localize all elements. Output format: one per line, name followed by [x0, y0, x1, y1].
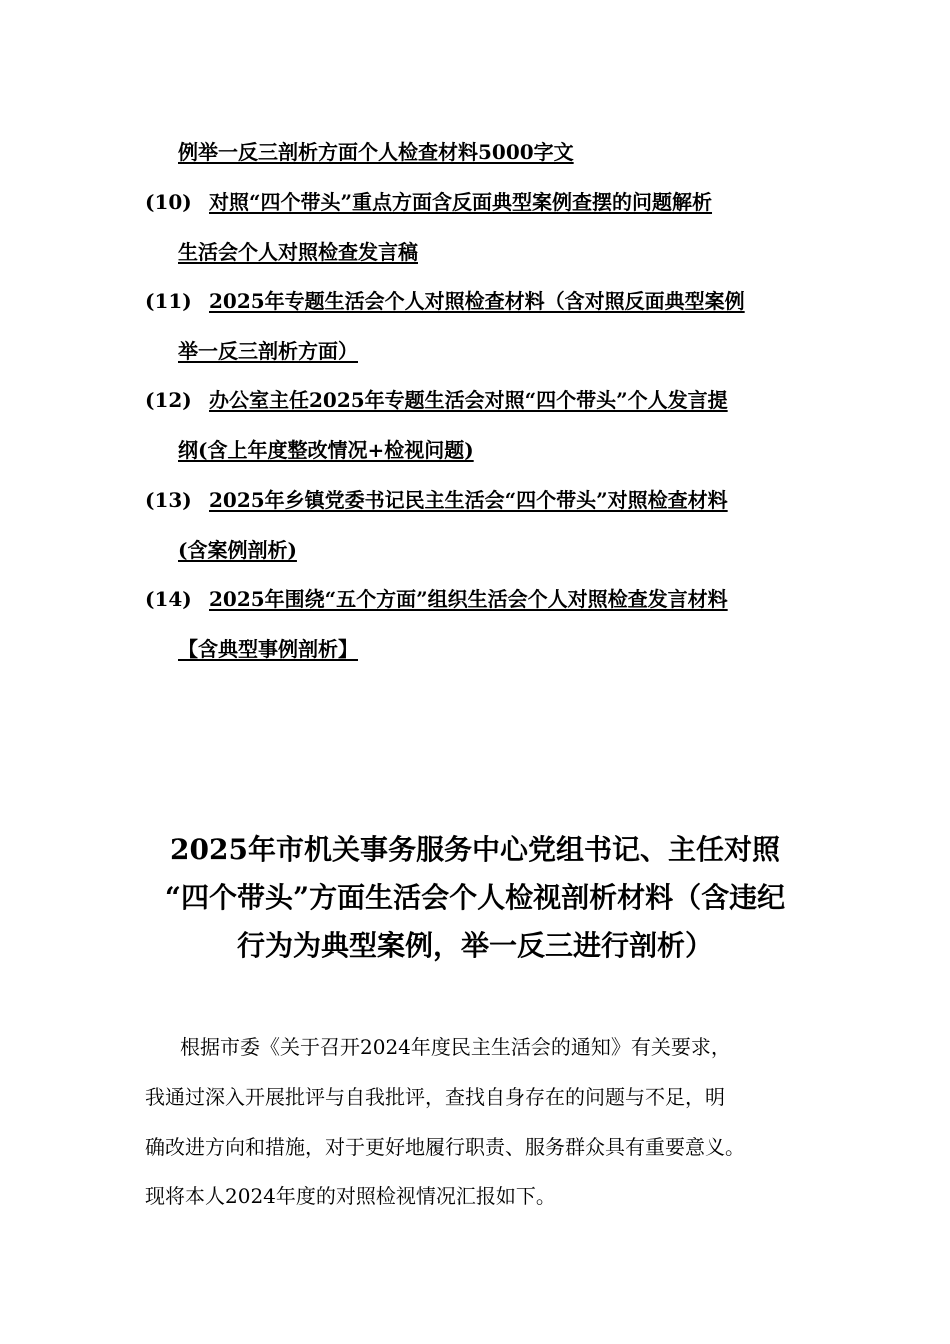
toc-item-link[interactable]: 举一反三剖析方面） [178, 339, 358, 363]
toc-item-link[interactable]: (含案例剖析) [178, 538, 297, 562]
toc-item-10[interactable] [145, 189, 712, 215]
toc-item-14-line2[interactable] [178, 636, 358, 662]
toc-item-link[interactable]: 办公室主任2025年专题生活会对照“四个带头”个人发言提 [209, 388, 728, 412]
toc-item-number: (10) [145, 190, 192, 214]
document-title-line-3: 行为为典型案例，举一反三进行剖析） [236, 929, 713, 962]
document-title-line-2: “四个带头”方面生活会个人检视剖析材料（含违纪 [164, 881, 786, 914]
toc-item-link[interactable]: 对照“四个带头”重点方面含反面典型案例查摆的问题解析 [209, 190, 713, 214]
toc-item-link[interactable]: 【含典型事例剖析】 [178, 637, 358, 661]
toc-continuation-text[interactable]: 例举一反三剖析方面个人检查材料5000字文 [178, 140, 574, 164]
toc-item-link[interactable]: 2025年围绕“五个方面”组织生活会个人对照检查发言材料 [209, 587, 728, 611]
toc-continuation-line[interactable] [178, 139, 574, 165]
toc-item-12[interactable] [145, 387, 728, 413]
toc-item-11-line2[interactable] [178, 338, 358, 364]
document-title-line-1: 2025年市机关事务服务中心党组书记、主任对照 [170, 833, 780, 866]
body-paragraph-line-1: 根据市委《关于召开2024年度民主生活会的通知》有关要求， [180, 1035, 731, 1059]
toc-item-14[interactable] [145, 586, 728, 612]
toc-item-11[interactable] [145, 288, 745, 314]
toc-item-link[interactable]: 2025年乡镇党委书记民主生活会“四个带头”对照检查材料 [209, 488, 728, 512]
toc-item-12-line2[interactable] [178, 437, 474, 463]
toc-item-link[interactable]: 纲(含上年度整改情况+检视问题) [178, 438, 474, 462]
toc-item-number: (14) [145, 587, 192, 611]
body-paragraph-line-2: 我通过深入开展批评与自我批评，查找自身存在的问题与不足，明 [145, 1085, 725, 1109]
toc-item-number: (13) [145, 488, 192, 512]
body-paragraph-line-3: 确改进方向和措施，对于更好地履行职责、服务群众具有重要意义。 [145, 1135, 745, 1159]
body-paragraph-line-4: 现将本人2024年度的对照检视情况汇报如下。 [145, 1184, 556, 1208]
toc-item-13[interactable] [145, 487, 728, 513]
toc-item-number: (12) [145, 388, 192, 412]
toc-item-10-line2[interactable] [178, 239, 418, 265]
toc-item-link[interactable]: 2025年专题生活会个人对照检查材料（含对照反面典型案例 [209, 289, 745, 313]
toc-item-number: (11) [145, 289, 192, 313]
toc-item-13-line2[interactable] [178, 537, 297, 563]
toc-item-link[interactable]: 生活会个人对照检查发言稿 [178, 240, 418, 264]
